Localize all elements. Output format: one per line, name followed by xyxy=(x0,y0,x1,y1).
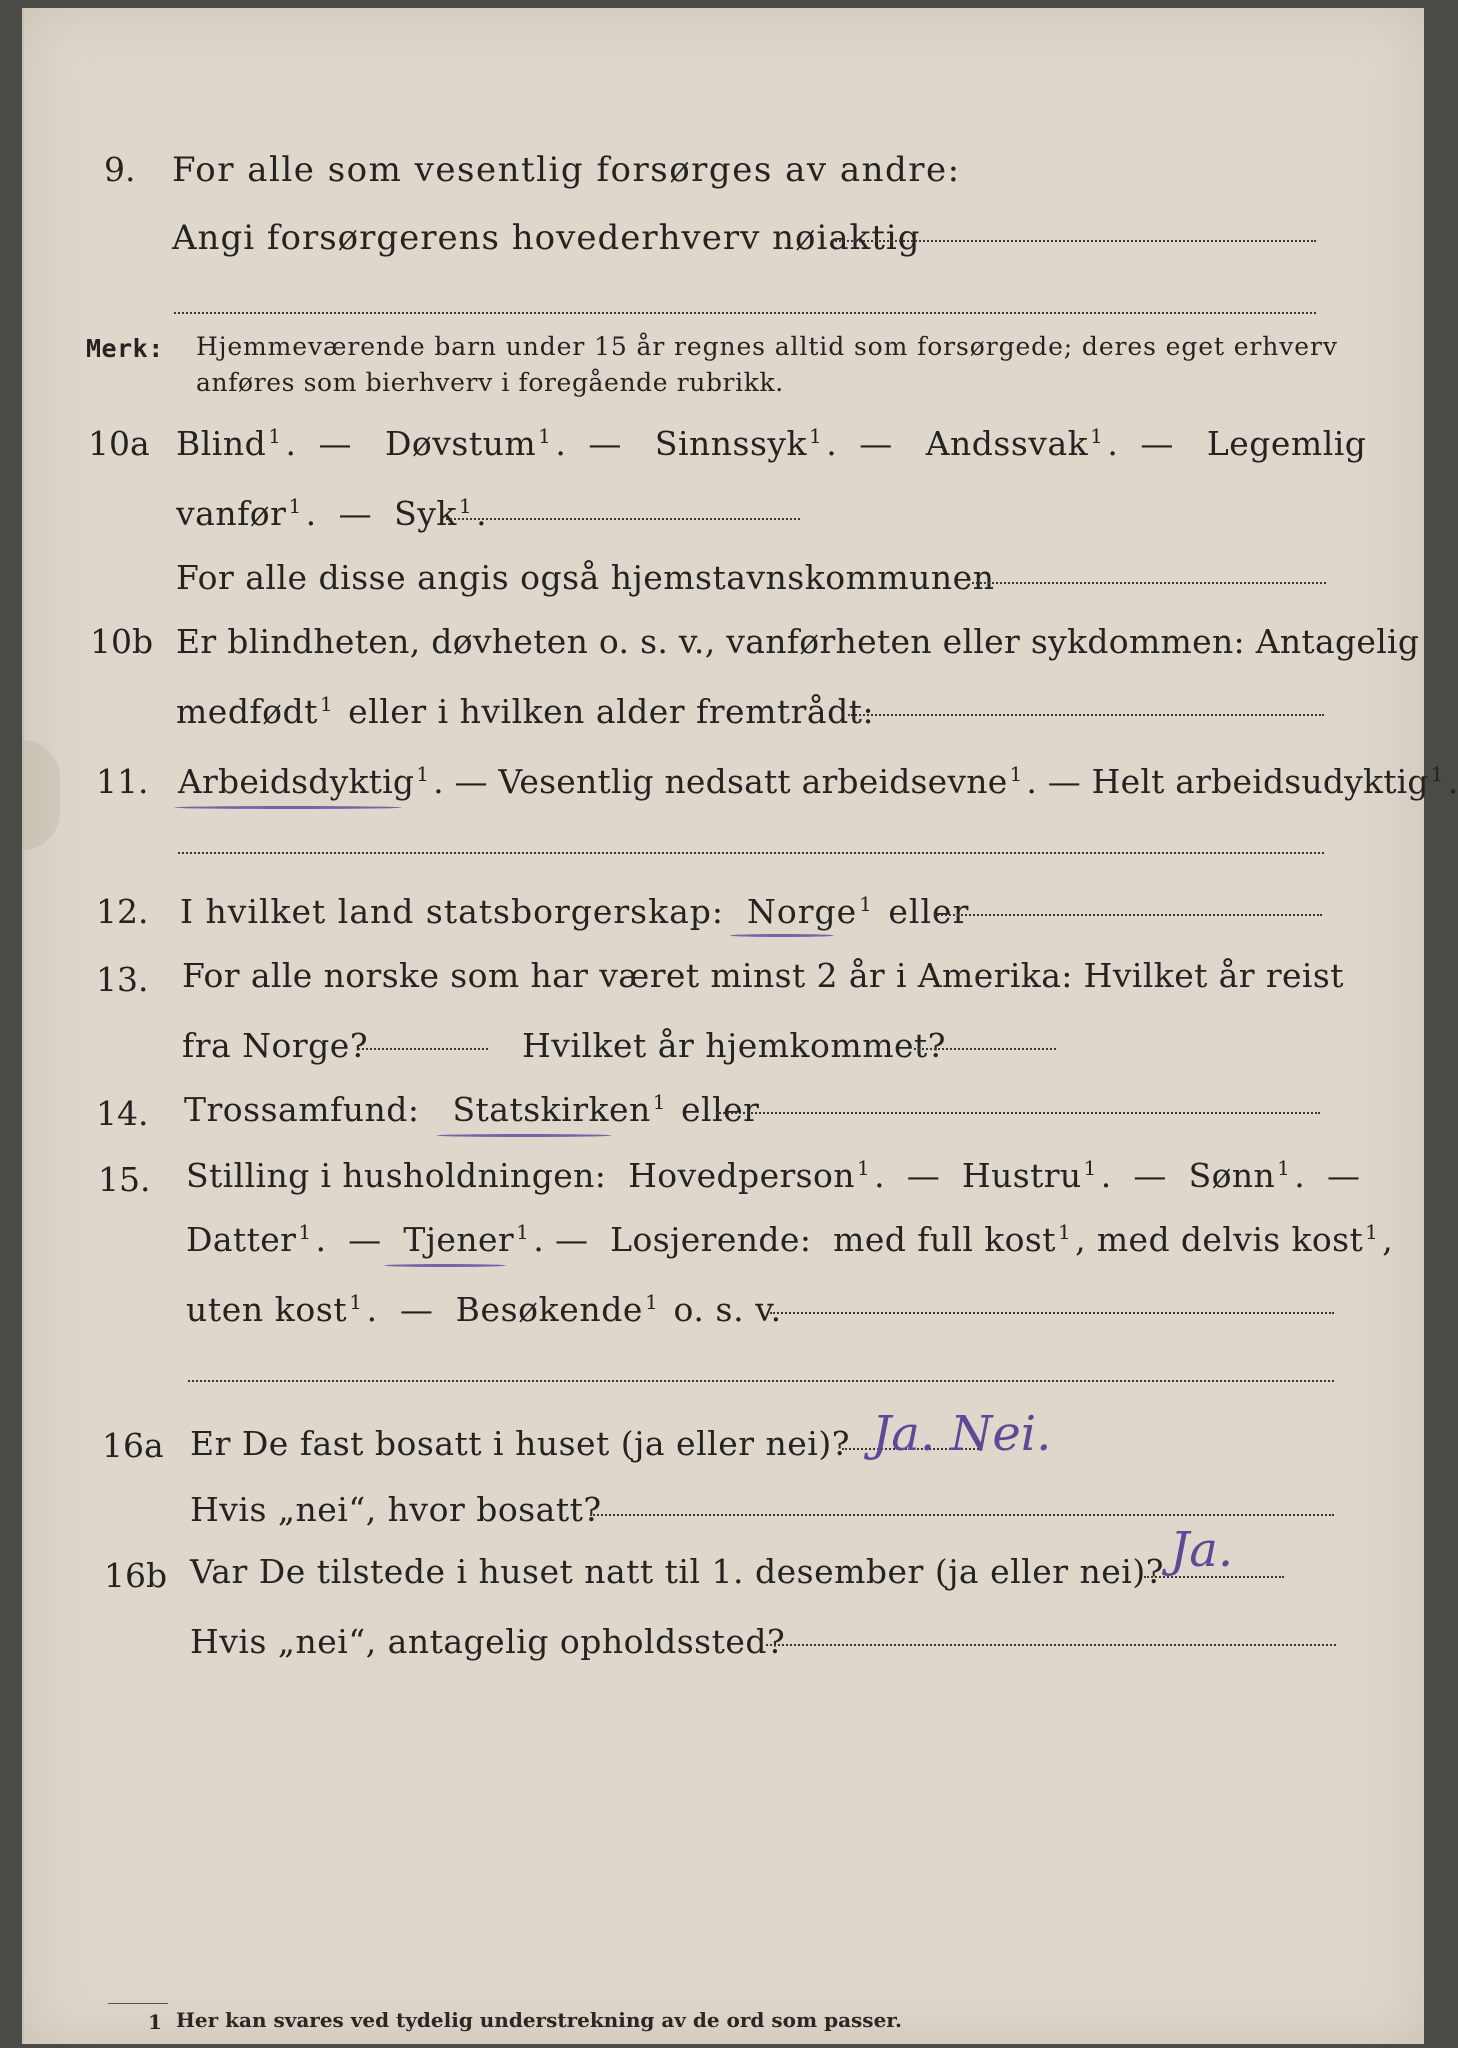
option-tjener: Tjener xyxy=(403,1220,515,1259)
q14-number: 14. xyxy=(96,1094,149,1133)
q15-line2: Datter $^1$ . — Tjener $^1$ . — Losjerende: med full kost $^1$ , med delvis kost $^1$ , xyxy=(186,1220,1394,1259)
option-medfodt: medfødt xyxy=(176,692,318,731)
underline-arbeidsdyktig xyxy=(174,806,402,809)
q16a-line1: Er De fast bosatt i huset (ja eller nei)? xyxy=(190,1424,850,1463)
option-norge: Norge xyxy=(747,892,858,931)
q10a-number: 10a xyxy=(88,424,150,463)
footnote-text: Her kan svares ved tydelig understrekning av de ord som passer. xyxy=(176,2008,902,2032)
q16b-line2: Hvis „nei“, antagelig opholdssted? xyxy=(190,1622,786,1661)
option-vesentlig-nedsatt: Vesentlig nedsatt arbeidsevne xyxy=(498,762,1008,801)
q10b-line1: Er blindheten, døvheten o. s. v., vanførheten eller sykdommen: Antagelig xyxy=(176,622,1420,661)
q10a-line1: Blind $^1$ . — Døvstum $^1$ . — Sinnssyk $^1$ . — Andssvak $^1$ . — Legemlig xyxy=(176,424,1367,463)
q12-answer-line xyxy=(934,914,1322,916)
underline-statskirken xyxy=(436,1134,612,1137)
q12-line1: I hvilket land statsborgerskap: Norge $^1$ eller xyxy=(180,892,970,931)
q16a-number: 16a xyxy=(102,1426,164,1465)
q13-answer-line-2 xyxy=(914,1048,1056,1050)
underline-tjener xyxy=(384,1264,506,1267)
q13-answer-line-1 xyxy=(358,1048,488,1050)
q10a-line3: For alle disse angis også hjemstavnskommunen xyxy=(176,558,995,597)
q16a-answer-line-2 xyxy=(590,1514,1334,1516)
q10a-answer-line-2 xyxy=(972,582,1326,584)
q12-number: 12. xyxy=(96,892,149,931)
q9-answer-line-2 xyxy=(174,312,1316,314)
q16b-line1: Var De tilstede i huset natt til 1. desember (ja eller nei)? xyxy=(190,1552,1164,1591)
merk-line2: anføres som bierhverv i foregående rubrikk. xyxy=(196,368,784,397)
q9-line2: Angi forsørgerens hovederhverv nøiaktig xyxy=(172,218,921,258)
q13-number: 13. xyxy=(96,960,149,999)
option-datter: Datter xyxy=(186,1220,297,1259)
q15-answer-line xyxy=(770,1312,1334,1314)
option-sinnssyk: Sinnssyk xyxy=(654,424,808,463)
q10b-number: 10b xyxy=(90,622,154,661)
option-hustru: Hustru xyxy=(961,1156,1082,1195)
q11-line1: Arbeidsdyktig $^1$ . — Vesentlig nedsatt arbeidsevne $^1$ . — Helt arbeidsudyktig $^1$ . xyxy=(178,762,1458,801)
option-blind: Blind xyxy=(176,424,267,463)
q16a-line2: Hvis „nei“, hvor bosatt? xyxy=(190,1490,602,1529)
option-besokende: Besøkende xyxy=(455,1290,644,1329)
q16b-number: 16b xyxy=(104,1556,168,1595)
option-sonn: Sønn xyxy=(1188,1156,1276,1195)
option-arbeidsdyktig: Arbeidsdyktig xyxy=(178,762,415,801)
q16b-answer-line-2 xyxy=(766,1644,1336,1646)
underline-norge xyxy=(730,934,834,937)
option-statskirken: Statskirken xyxy=(452,1090,651,1129)
footnote-rule xyxy=(108,2003,168,2004)
option-andssvak: Andssvak xyxy=(925,424,1089,463)
q15-line1: Stilling i husholdningen: Hovedperson $^1$ . — Hustru $^1$ . — Sønn $^1$ . — xyxy=(186,1156,1361,1195)
q14-answer-line xyxy=(716,1112,1320,1114)
merk-label: Merk: xyxy=(86,334,164,363)
q16a-handwritten-answer: Ja. Nei. xyxy=(872,1406,1052,1462)
q13-fra-norge: fra Norge? xyxy=(182,1026,369,1065)
q9-number: 9. xyxy=(104,150,136,189)
q10b-answer-line xyxy=(848,714,1324,716)
q10a-answer-line xyxy=(446,518,800,520)
option-med-delvis-kost: med delvis kost xyxy=(1096,1220,1364,1259)
q9-line1: For alle som vesentlig forsørges av andre: xyxy=(172,150,961,190)
q13-hjemkommet: Hvilket år hjemkommet? xyxy=(522,1026,946,1065)
q16b-handwritten-answer: Ja. xyxy=(1170,1522,1234,1578)
merk-line1: Hjemmeværende barn under 15 år regnes alltid som forsørgede; deres eget erhverv xyxy=(196,332,1338,361)
option-uten-kost: uten kost xyxy=(186,1290,348,1329)
q11-number: 11. xyxy=(96,762,149,801)
q11-answer-line xyxy=(178,852,1324,854)
option-vanfor: vanfør xyxy=(176,494,287,533)
q13-line1: For alle norske som har været minst 2 år i Amerika: Hvilket år reist xyxy=(182,956,1344,995)
option-med-full-kost: med full kost xyxy=(833,1220,1056,1259)
option-hovedperson: Hovedperson xyxy=(628,1156,855,1195)
q10a-line2: vanfør $^1$ . — Syk $^1$ . xyxy=(176,494,488,533)
option-syk: Syk xyxy=(394,494,457,533)
footnote-mark: 1 xyxy=(148,2010,162,2034)
q14-line1: Trossamfund: Statskirken $^1$ eller xyxy=(184,1090,760,1129)
option-helt-arbeidsudyktig: Helt arbeidsudyktig xyxy=(1091,762,1429,801)
q10b-line2: medfødt $^1$ eller i hvilken alder fremtrådt: xyxy=(176,692,875,731)
option-legemlig: Legemlig xyxy=(1206,424,1367,463)
q9-answer-line xyxy=(832,240,1316,242)
option-dovstum: Døvstum xyxy=(384,424,537,463)
q15-line3: uten kost $^1$ . — Besøkende $^1$ o. s. v. xyxy=(186,1290,782,1329)
q15-answer-line-2 xyxy=(188,1380,1334,1382)
q15-number: 15. xyxy=(98,1160,151,1199)
